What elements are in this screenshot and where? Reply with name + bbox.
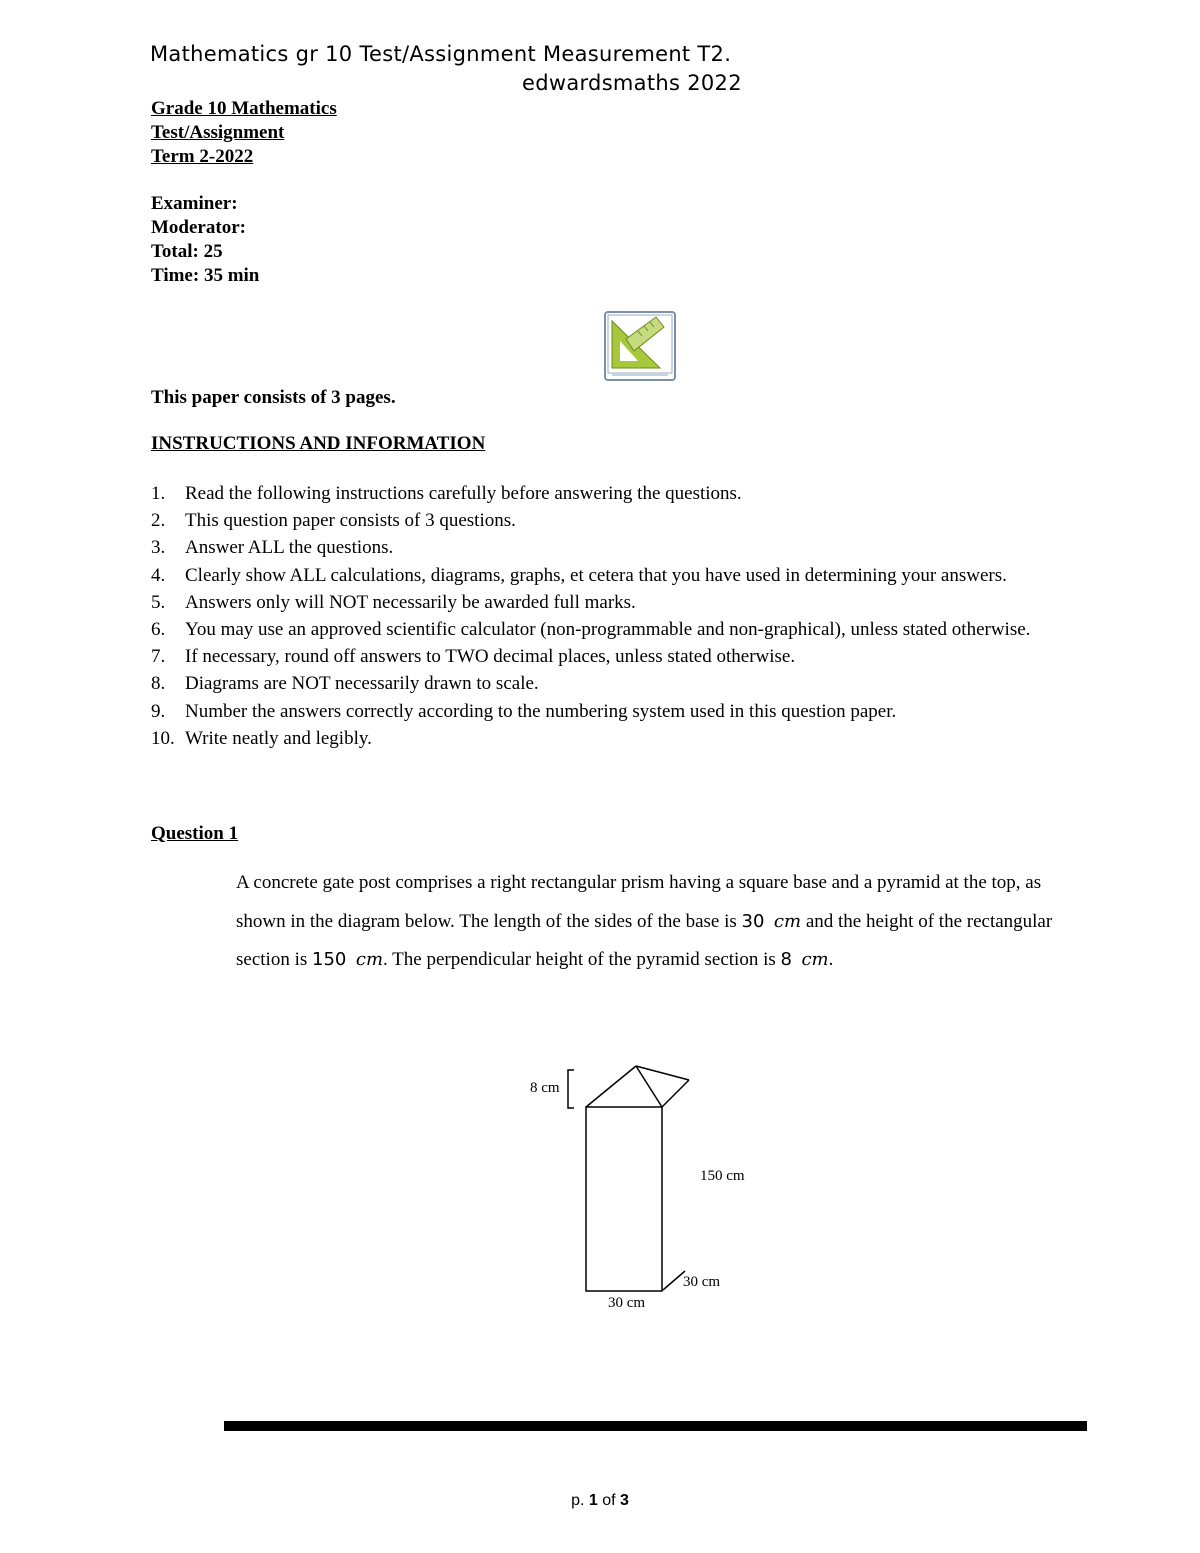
instruction-text: Write neatly and legibly. — [185, 727, 372, 749]
instruction-item — [151, 589, 1141, 616]
question-1-text — [236, 864, 1086, 980]
cover-grade: Grade 10 Mathematics — [151, 98, 337, 119]
pyramid-height-bracket — [568, 1070, 574, 1108]
base-width-label: 30 cm — [608, 1295, 646, 1311]
question-1-heading: Question 1 — [151, 823, 239, 844]
instruction-item — [151, 480, 1141, 507]
cover-total: Total: 25 — [151, 241, 223, 262]
instruction-number: 6. — [151, 619, 166, 641]
instruction-number: 10. — [151, 727, 175, 749]
height-value: 150 — [312, 949, 347, 970]
page-footer — [0, 1492, 1200, 1510]
instruction-item — [151, 562, 1141, 589]
instruction-number: 2. — [151, 510, 166, 532]
set-square-logo-icon — [604, 311, 676, 381]
cover-term: Term 2-2022 — [151, 146, 254, 167]
instruction-text: If necessary, round off answers to TWO decimal places, unless stated otherwise. — [185, 646, 796, 668]
unit: cm — [773, 910, 802, 932]
instruction-text: Answers only will NOT necessarily be awarded full marks. — [185, 591, 636, 613]
pyramid-height-value: 8 — [780, 949, 792, 970]
instruction-number: 1. — [151, 483, 166, 504]
question-1-text-part: A concrete gate post comprises a right rectangular prism having a square base and a pyramid at the top, as shown in the diagram below. The length of the sides of the base is — [236, 872, 1042, 932]
instruction-item — [151, 670, 1141, 697]
instruction-text: Answer ALL the questions. — [185, 537, 394, 559]
page-total: 3 — [620, 1492, 629, 1509]
prism-front-face — [586, 1107, 662, 1291]
page-of: of — [597, 1492, 621, 1509]
cover-examiner: Examiner: — [151, 193, 238, 214]
prism-height-label: 150 cm — [700, 1168, 745, 1184]
page-header-subtitle: edwardsmaths 2022 — [522, 71, 742, 95]
page-count-note: This paper consists of 3 pages. — [151, 387, 396, 408]
cover-moderator: Moderator: — [151, 217, 246, 238]
pyramid-edge — [586, 1066, 636, 1107]
unit: cm — [801, 949, 829, 970]
instructions-heading: INSTRUCTIONS AND INFORMATION — [151, 433, 486, 454]
page-header-title: Mathematics gr 10 Test/Assignment Measurement T2. — [150, 42, 732, 66]
instruction-item — [151, 698, 1141, 725]
instruction-item — [151, 725, 1141, 752]
instruction-text: This question paper consists of 3 questions. — [185, 510, 516, 532]
instruction-number: 7. — [151, 646, 166, 668]
page-prefix: p. — [571, 1492, 589, 1509]
page-number: 1 — [588, 1492, 598, 1509]
instruction-text: Read the following instructions carefully before answering the questions. — [185, 483, 742, 504]
pyramid-height-label: 8 cm — [530, 1080, 560, 1096]
instruction-text: Clearly show ALL calculations, diagrams, graphs, et cetera that you have used in determining your answers. — [185, 564, 1007, 586]
instruction-number: 4. — [151, 564, 166, 586]
instruction-text: You may use an approved scientific calculator (non-programmable and non-graphical), unless stated otherwise. — [185, 619, 1031, 641]
instruction-number: 9. — [151, 700, 166, 722]
instruction-item — [151, 643, 1141, 670]
instruction-item — [151, 534, 1141, 561]
instruction-number: 8. — [151, 673, 166, 695]
pyramid-edge — [662, 1080, 689, 1107]
instruction-text: Diagrams are NOT necessarily drawn to scale. — [185, 673, 539, 695]
instruction-item — [151, 507, 1141, 534]
depth-marker-line — [663, 1271, 685, 1290]
gate-post-diagram — [520, 1060, 760, 1315]
footer-divider — [224, 1421, 1087, 1431]
question-1-text-part: . The perpendicular height of the pyramid section is — [383, 949, 781, 970]
cover-type: Test/Assignment — [151, 122, 285, 143]
instruction-text: Number the answers correctly according to the numbering system used in this question paper. — [185, 700, 897, 722]
base-depth-label: 30 cm — [683, 1274, 721, 1290]
question-1-text-part: and the height of the rectangular section is — [236, 910, 1053, 970]
instruction-number: 3. — [151, 537, 166, 559]
question-1-text-part: . — [828, 949, 834, 970]
instructions-list — [151, 480, 1141, 752]
unit: cm — [355, 949, 384, 970]
base-value: 30 — [741, 910, 765, 932]
instruction-item — [151, 616, 1141, 643]
cover-time: Time: 35 min — [151, 265, 260, 286]
instruction-number: 5. — [151, 591, 166, 613]
